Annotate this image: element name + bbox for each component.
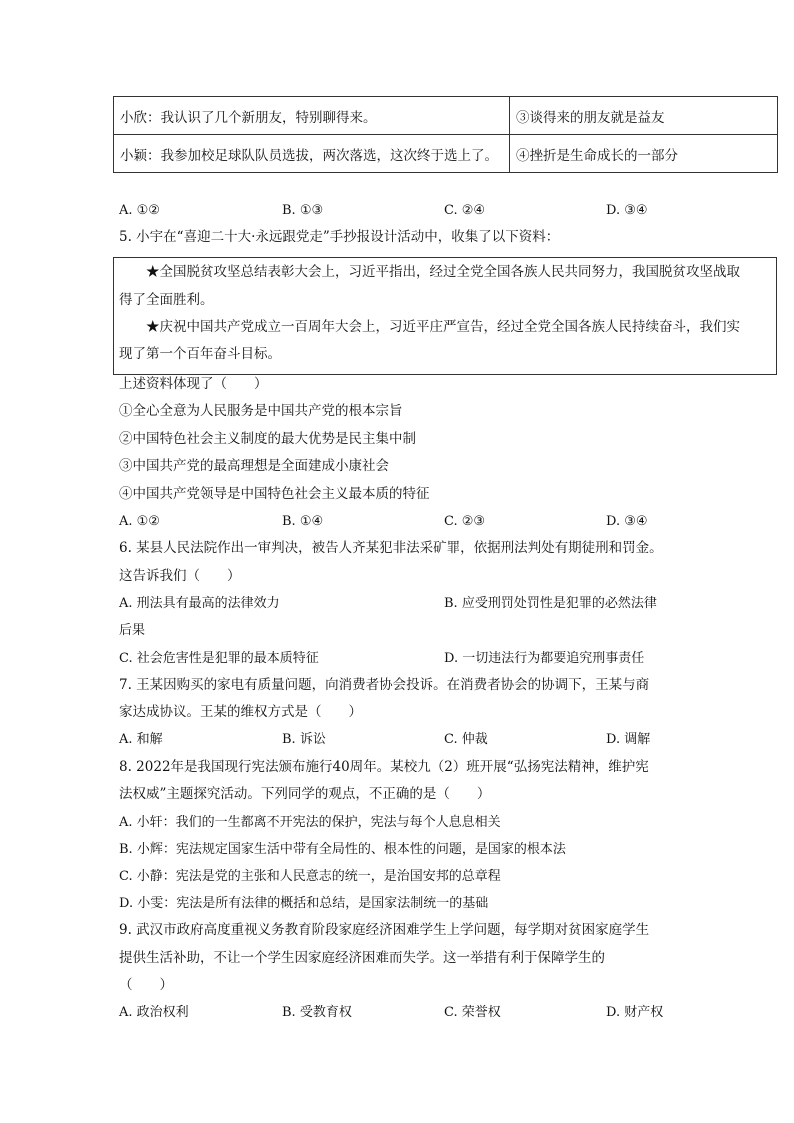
table-cell: 小欣：我认识了几个新朋友，特别聊得来。 xyxy=(114,97,510,135)
q5-material-line: ★庆祝中国共产党成立一百周年大会上，习近平庄严宣告，经过全党全国各族人民持续奋斗，我们实 xyxy=(146,319,740,335)
q5-material-line: 现了第一个百年奋斗目标。 xyxy=(119,346,281,362)
q5-statement: ③中国共产党的最高理想是全面建成小康社会 xyxy=(119,458,389,474)
q7-stem: 7. 王某因购买的家电有质量问题，向消费者协会投诉。在消费者协会的协调下，王某与商 xyxy=(119,677,650,693)
table-cell: ④挫折是生命成长的一部分 xyxy=(510,135,778,173)
q9-option-a: A. 政治权利 xyxy=(119,1005,189,1020)
table-cell: ③谈得来的朋友就是益友 xyxy=(510,97,778,135)
q9-option-c: C. 荣誉权 xyxy=(444,1005,501,1020)
q7-option-b: B. 诉讼 xyxy=(282,732,326,747)
table-cell: 小颖：我参加校足球队队员选拔，两次落选，这次终于选上了。 xyxy=(114,135,510,173)
table-row xyxy=(114,135,778,173)
q5-option-b: B. ①④ xyxy=(282,514,324,529)
q7-option-c: C. 仲裁 xyxy=(444,732,488,747)
q5-material-box xyxy=(113,257,777,375)
q9-stem: （ ） xyxy=(119,977,173,993)
table-row xyxy=(114,97,778,135)
q4-option-b: B. ①③ xyxy=(282,203,324,218)
q6-option-c: C. 社会危害性是犯罪的最本质特征 xyxy=(119,651,319,666)
q9-stem: 9. 武汉市政府高度重视义务教育阶段家庭经济困难学生上学问题，每学期对贫困家庭学生 xyxy=(119,922,650,938)
q5-statement: ①全心全意为人民服务是中国共产党的根本宗旨 xyxy=(119,403,403,419)
q7-option-d: D. 调解 xyxy=(606,732,651,747)
q8-stem: 8. 2022年是我国现行宪法颁布施行40周年。某校九（2）班开展“弘扬宪法精神，维护宪 xyxy=(119,759,649,775)
q4-option-c: C. ②④ xyxy=(444,203,486,218)
q5-option-a: A. ①② xyxy=(119,514,160,529)
q5-statement: ④中国共产党领导是中国特色社会主义最本质的特征 xyxy=(119,486,430,502)
q5-material-line: 得了全面胜利。 xyxy=(119,292,214,308)
q5-stem: 5. 小宇在“喜迎二十大·永远跟党走”手抄报设计活动中，收集了以下资料： xyxy=(119,229,560,245)
q8-option-a: A. 小轩：我们的一生都离不开宪法的保护，宪法与每个人息息相关 xyxy=(119,815,501,830)
q9-option-b: B. 受教育权 xyxy=(282,1005,352,1020)
q5-statement: ②中国特色社会主义制度的最大优势是民主集中制 xyxy=(119,431,416,447)
q4-option-d: D. ③④ xyxy=(606,203,648,218)
q6-option-b-wrap: 后果 xyxy=(119,623,146,638)
q6-option-a: A. 刑法具有最高的法律效力 xyxy=(119,596,280,611)
q4-option-a: A. ①② xyxy=(119,203,160,218)
q5-option-d: D. ③④ xyxy=(606,514,648,529)
q8-stem: 法权威”主题探究活动。下列同学的观点，不正确的是（ ） xyxy=(119,786,491,802)
q7-stem: 家达成协议。王某的维权方式是（ ） xyxy=(119,704,362,720)
q8-option-c: C. 小静：宪法是党的主张和人民意志的统一，是治国安邦的总章程 xyxy=(119,869,501,884)
q8-option-d: D. 小雯：宪法是所有法律的概括和总结，是国家法制统一的基础 xyxy=(119,896,489,911)
q7-option-a: A. 和解 xyxy=(119,732,163,747)
q6-stem: 这告诉我们（ ） xyxy=(119,568,241,584)
q6-option-d: D. 一切违法行为都要追究刑事责任 xyxy=(444,651,645,666)
q5-option-c: C. ②③ xyxy=(444,514,486,529)
q9-option-d: D. 财产权 xyxy=(606,1005,664,1020)
q9-stem: 提供生活补助，不让一个学生因家庭经济困难而失学。这一举措有利于保障学生的 xyxy=(119,950,605,966)
q4-matching-table xyxy=(113,96,778,173)
q8-option-b: B. 小辉：宪法规定国家生活中带有全局性的、根本性的问题，是国家的根本法 xyxy=(119,842,566,857)
q6-option-b: B. 应受刑罚处罚性是犯罪的必然法律 xyxy=(444,596,657,611)
q5-question: 上述资料体现了（ ） xyxy=(119,376,268,392)
q5-material-line: ★全国脱贫攻坚总结表彰大会上，习近平指出，经过全党全国各族人民共同努力，我国脱贫攻坚战取 xyxy=(146,264,740,280)
q6-stem: 6. 某县人民法院作出一审判决，被告人齐某犯非法采矿罪，依据刑法判处有期徒刑和罚金。 xyxy=(119,540,663,556)
